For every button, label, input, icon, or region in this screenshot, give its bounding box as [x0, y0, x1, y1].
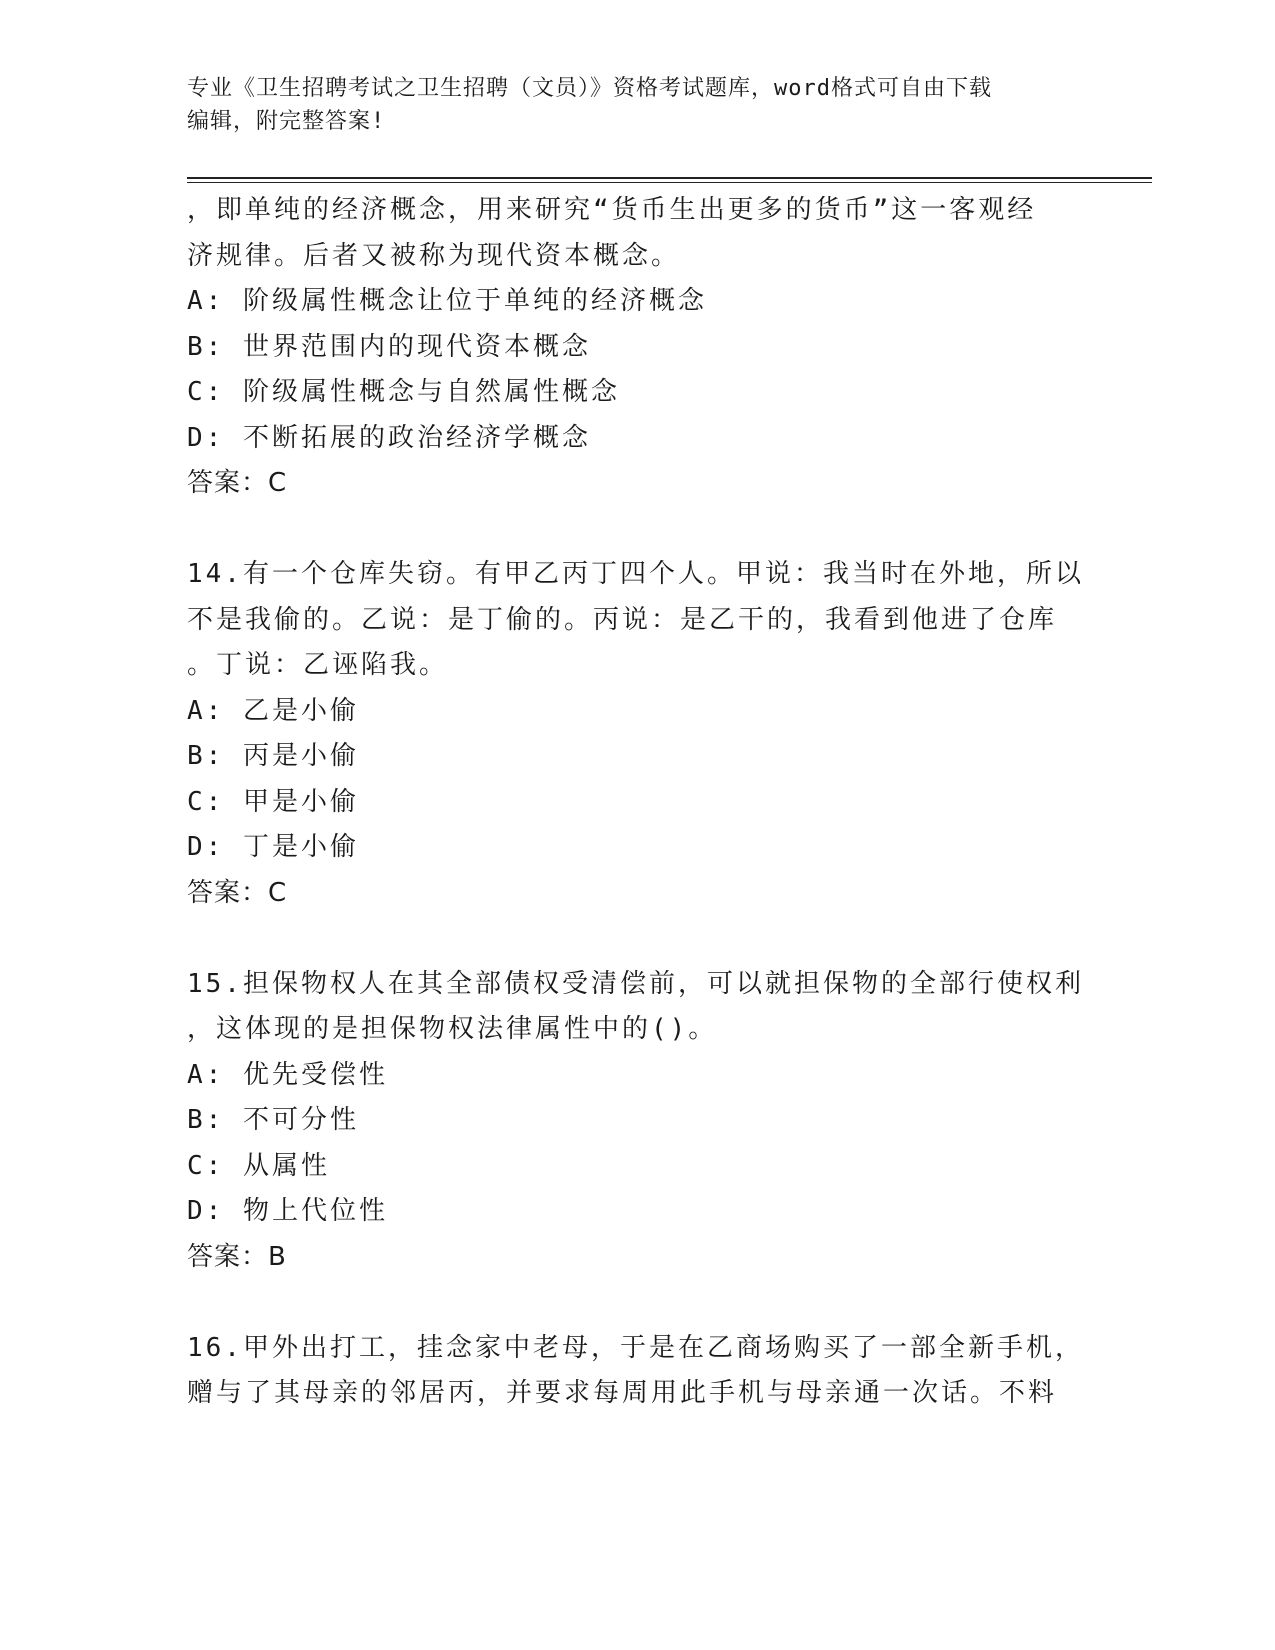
- question-stem-line: 14.有一个仓库失窃。有甲乙丙丁四个人。甲说：我当时在外地，所以: [187, 559, 1084, 589]
- option-c: C: 阶级属性概念与自然属性概念: [187, 377, 620, 407]
- spacer: [187, 1280, 1087, 1326]
- question-13: [187, 188, 1087, 507]
- question-stem-line: 。丁说：乙诬陷我。: [187, 650, 449, 680]
- option-a: A: 乙是小偷: [187, 695, 359, 726]
- answer-line: 答案：C: [187, 877, 288, 908]
- option-b: B: 丙是小偷: [187, 741, 359, 771]
- question-stem-line: 16.甲外出打工，挂念家中老母，于是在乙商场购买了一部全新手机，: [187, 1332, 1084, 1363]
- header-line-2: 编辑，附完整答案!: [187, 109, 386, 134]
- question-stem-line: ，即单纯的经济概念，用来研究“货币生出更多的货币”这一客观经: [187, 195, 1037, 225]
- document-header: [187, 72, 1087, 138]
- spacer: [187, 507, 1087, 553]
- option-a: A: 优先受偿性: [187, 1059, 388, 1090]
- question-stem-line: 不是我偷的。乙说：是丁偷的。丙说：是乙干的，我看到他进了仓库: [187, 604, 1058, 635]
- question-14: [187, 552, 1087, 916]
- option-c: C: 从属性: [187, 1150, 330, 1181]
- option-b: B: 不可分性: [187, 1105, 359, 1135]
- header-divider-thick: [187, 177, 1152, 179]
- option-d: D: 物上代位性: [187, 1196, 388, 1226]
- option-c: C: 甲是小偷: [187, 786, 359, 817]
- header-line-1: 专业《卫生招聘考试之卫生招聘（文员）》资格考试题库，word格式可自由下载: [187, 76, 992, 101]
- question-stem-line: 15.担保物权人在其全部债权受清偿前，可以就担保物的全部行使权利: [187, 968, 1084, 999]
- answer-line: 答案：C: [187, 468, 288, 498]
- question-stem-line: 济规律。后者又被称为现代资本概念。: [187, 240, 681, 271]
- option-b: B: 世界范围内的现代资本概念: [187, 331, 591, 362]
- option-a: A: 阶级属性概念让位于单纯的经济概念: [187, 286, 707, 316]
- header-divider-thin: [187, 182, 1152, 183]
- question-stem-line: 赠与了其母亲的邻居丙，并要求每周用此手机与母亲通一次话。不料: [187, 1378, 1058, 1408]
- option-d: D: 不断拓展的政治经济学概念: [187, 422, 591, 453]
- spacer: [187, 916, 1087, 962]
- question-list: [187, 188, 1087, 1417]
- question-15: [187, 962, 1087, 1281]
- question-stem-line: ，这体现的是担保物权法律属性中的()。: [187, 1014, 718, 1044]
- answer-line: 答案：B: [187, 1241, 287, 1272]
- question-16: [187, 1326, 1087, 1417]
- option-d: D: 丁是小偷: [187, 832, 359, 862]
